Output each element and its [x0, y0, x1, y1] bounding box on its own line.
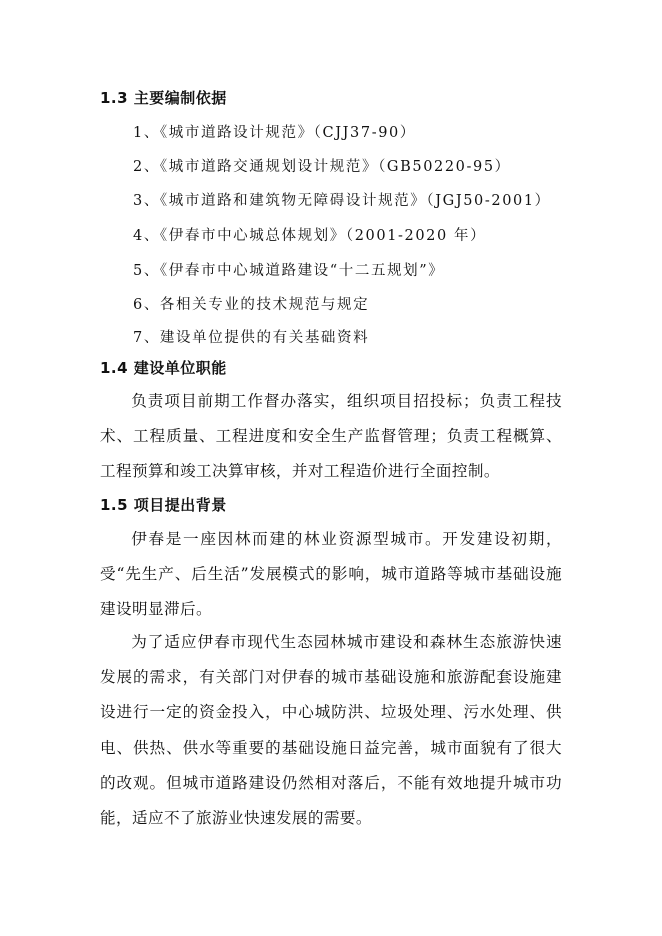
reference-item-5: 5、《伊春市中心城道路建设“十二五规划”》 — [133, 263, 445, 279]
reference-item-2: 2、《城市道路交通规划设计规范》（GB50220-95） — [133, 159, 511, 175]
reference-item-4: 4、《伊春市中心城总体规划》（2001-2020 年） — [133, 228, 487, 244]
section-heading-1-4: 1.4 建设单位职能 — [100, 359, 227, 377]
reference-item-3: 3、《城市道路和建筑物无障碍设计规范》（JGJ50-2001） — [133, 193, 551, 209]
reference-item-6: 6、各相关专业的技术规范与规定 — [133, 297, 370, 313]
section-heading-1-5: 1.5 项目提出背景 — [100, 496, 227, 514]
responsibility-paragraph: 负责项目前期工作督办落实，组织项目招投标；负责工程技术、工程质量、工程进度和安全生产监督管理；负责工程概算、工程预算和竣工决算审核，并对工程造价进行全面控制。 — [100, 392, 562, 481]
background-paragraph-1: 伊春是一座因林而建的林业资源型城市。开发建设初期，受“先生产、后生活”发展模式的影响，城市道路等城市基础设施建设明显滞后。 — [100, 530, 562, 619]
reference-item-7: 7、建设单位提供的有关基础资料 — [133, 330, 370, 346]
reference-item-1: 1、《城市道路设计规范》（CJJ37-90） — [133, 125, 416, 141]
section-heading-1-3: 1.3 主要编制依据 — [100, 89, 227, 107]
background-paragraph-2: 为了适应伊春市现代生态园林城市建设和森林生态旅游快速发展的需求，有关部门对伊春的城市基础设施和旅游配套设施建设进行一定的资金投入，中心城防洪、垃圾处理、污水处理、供电、供热、供水等重要的基础设施日益完善，城市面貌有了很大的改观。但城市道路建设仍然相对落后，不能有效地提升城市功能，适应不了旅游业快速发展的需要。 — [100, 633, 562, 828]
